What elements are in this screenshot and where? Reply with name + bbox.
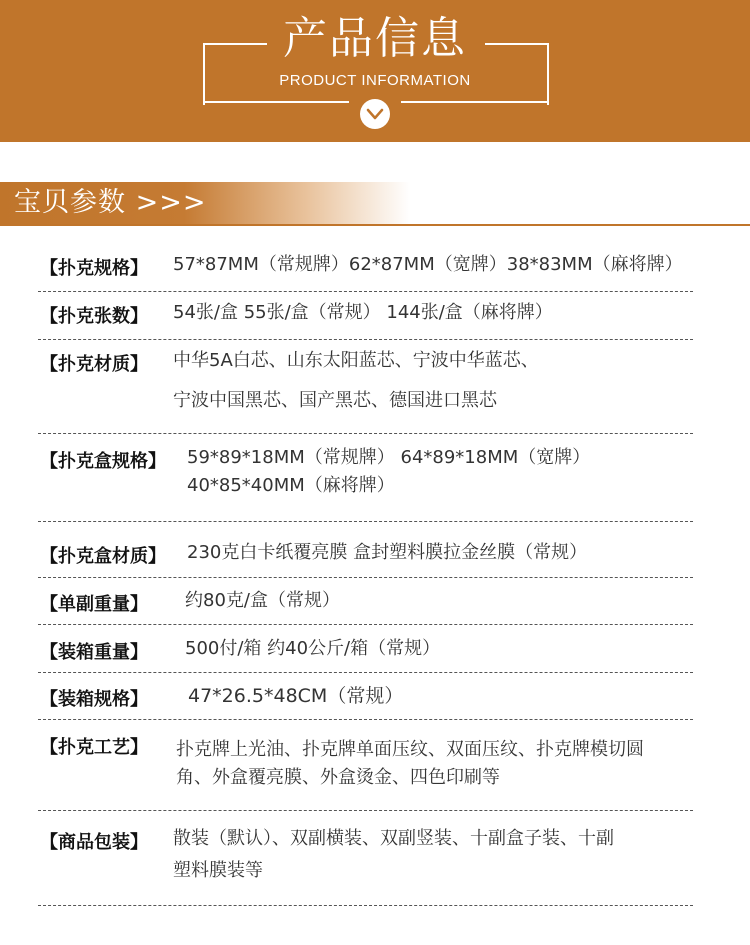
param-value: 47*26.5*48CM（常规） (188, 685, 404, 707)
section-divider (0, 224, 750, 226)
chevron-down-icon (360, 99, 390, 129)
dashed-divider (38, 291, 693, 292)
dashed-divider (38, 521, 693, 522)
param-value: 塑料膜装等 (173, 860, 263, 881)
param-value: 54张/盒 55张/盒（常规） 144张/盒（麻将牌） (173, 302, 553, 323)
section-title: 宝贝参数 >>> (14, 187, 207, 218)
dashed-divider (38, 905, 693, 906)
dashed-divider (38, 810, 693, 811)
param-value: 59*89*18MM（常规牌） 64*89*18MM（宽牌） (187, 447, 591, 468)
dashed-divider (38, 577, 693, 578)
dashed-divider (38, 339, 693, 340)
frame-bottom-right (401, 101, 547, 103)
dashed-divider (38, 433, 693, 434)
banner-title: 产品信息 (283, 13, 467, 64)
banner-subtitle: PRODUCT INFORMATION (279, 72, 471, 89)
param-label: 【装箱重量】 (40, 642, 148, 663)
param-value: 中华5A白芯、山东太阳蓝芯、宁波中华蓝芯、 (173, 350, 539, 371)
param-label: 【扑克盒材质】 (40, 546, 166, 567)
param-label: 【装箱规格】 (40, 689, 148, 710)
header-banner (0, 0, 750, 142)
param-label: 【扑克盒规格】 (40, 451, 166, 472)
param-label: 【扑克工艺】 (40, 737, 148, 758)
param-value: 57*87MM（常规牌）62*87MM（宽牌）38*83MM（麻将牌） (173, 254, 683, 275)
frame-bottom-left (203, 101, 349, 103)
param-value: 宁波中国黑芯、国产黑芯、德国进口黑芯 (173, 390, 497, 411)
dashed-divider (38, 719, 693, 720)
param-label: 【单副重量】 (40, 594, 148, 615)
section-tab (0, 182, 410, 224)
param-label: 【扑克规格】 (40, 258, 148, 279)
param-value: 约80克/盒（常规） (185, 590, 340, 611)
param-label: 【扑克材质】 (40, 354, 148, 375)
param-value: 230克白卡纸覆亮膜 盒封塑料膜拉金丝膜（常规） (187, 542, 588, 563)
param-label: 【商品包装】 (40, 832, 148, 853)
dashed-divider (38, 672, 693, 673)
dashed-divider (38, 624, 693, 625)
param-value: 40*85*40MM（麻将牌） (187, 475, 395, 496)
param-value: 角、外盒覆亮膜、外盒烫金、四色印刷等 (176, 767, 500, 788)
param-value: 500付/箱 约40公斤/箱（常规） (185, 638, 441, 659)
param-value: 扑克牌上光油、扑克牌单面压纹、双面压纹、扑克牌模切圆 (176, 739, 644, 760)
param-value: 散装（默认）、双副横装、双副竖装、十副盒子装、十副 (173, 828, 614, 849)
param-label: 【扑克张数】 (40, 306, 148, 327)
